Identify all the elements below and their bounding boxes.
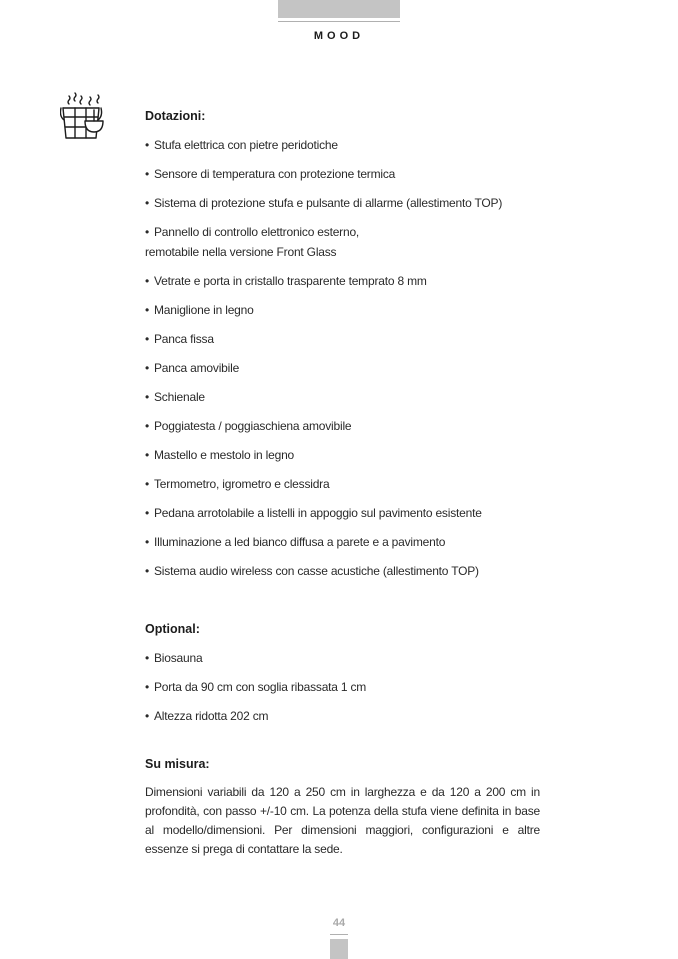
list-item: • Sensore di temperatura con protezione termica bbox=[145, 167, 396, 181]
list-item: • Pannello di controllo elettronico esterno, remotabile nella versione Front Glass bbox=[145, 225, 360, 259]
header-rule bbox=[278, 21, 400, 22]
footer-tab bbox=[330, 939, 348, 959]
dotazioni-title: Dotazioni: bbox=[145, 109, 206, 123]
header-tab bbox=[278, 0, 400, 18]
optional-title: Optional: bbox=[145, 622, 200, 636]
list-item: • Sistema audio wireless con casse acustiche (allestimento TOP) bbox=[145, 564, 479, 578]
list-item: • Poggiatesta / poggiaschiena amovibile bbox=[145, 419, 352, 433]
list-item: • Illuminazione a led bianco diffusa a parete e a pavimento bbox=[145, 535, 446, 549]
content-area bbox=[145, 106, 540, 859]
list-item: • Termometro, igrometro e clessidra bbox=[145, 477, 330, 491]
su-misura-title: Su misura: bbox=[145, 757, 210, 771]
list-item: • Pedana arrotolabile a listelli in appoggio sul pavimento esistente bbox=[145, 506, 482, 520]
dotazioni-list bbox=[145, 135, 540, 581]
list-item: • Altezza ridotta 202 cm bbox=[145, 709, 269, 723]
list-item: • Vetrate e porta in cristallo trasparente temprato 8 mm bbox=[145, 274, 427, 288]
footer-rule bbox=[330, 934, 348, 935]
sauna-bucket-icon bbox=[60, 92, 106, 142]
list-item: • Biosauna bbox=[145, 651, 203, 665]
list-item: • Schienale bbox=[145, 390, 205, 404]
list-item: • Porta da 90 cm con soglia ribassata 1 cm bbox=[145, 680, 367, 694]
list-item: • Mastello e mestolo in legno bbox=[145, 448, 295, 462]
optional-list bbox=[145, 648, 540, 726]
list-item: • Sistema di protezione stufa e pulsante di allarme (allestimento TOP) bbox=[145, 196, 503, 210]
brand-title: MOOD bbox=[313, 30, 365, 42]
su-misura-paragraph: Dimensioni variabili da 120 a 250 cm in larghezza e da 120 a 200 cm in profondità, con passo +/-10 cm. La potenza della stufa viene definita in base al modello/dimensioni. Per dimensioni maggiori, configurazioni e altre essenze si prega di contattare la sede. bbox=[145, 785, 540, 856]
page-number: 44 bbox=[332, 917, 346, 929]
list-item: • Panca fissa bbox=[145, 332, 214, 346]
list-item: • Stufa elettrica con pietre peridotiche bbox=[145, 138, 338, 152]
list-item: • Maniglione in legno bbox=[145, 303, 254, 317]
list-item: • Panca amovibile bbox=[145, 361, 240, 375]
